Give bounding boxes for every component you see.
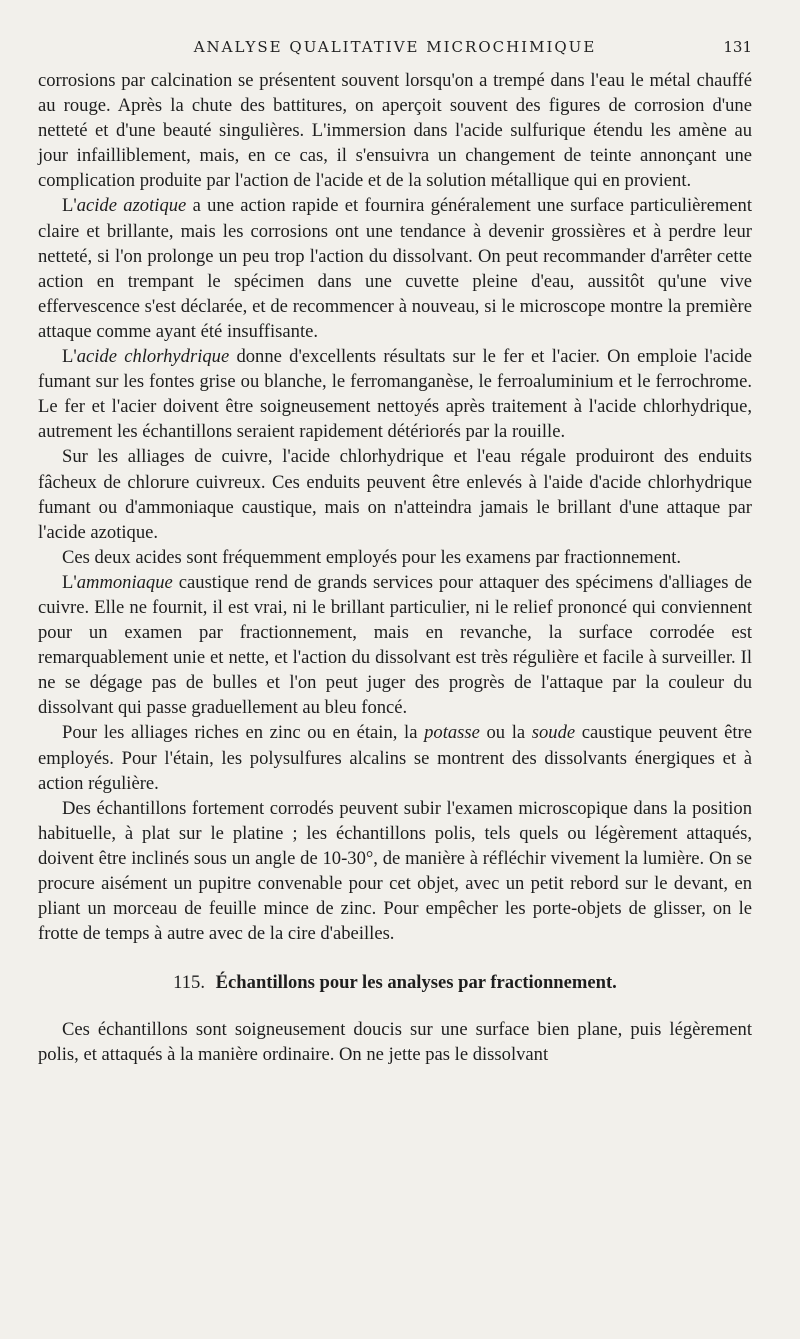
paragraph-echantillons-corrodes: Des échantillons fortement corrodés peuvent subir l'examen microscopique dans la position habituelle, à plat sur le platine ; les échantillons polis, tels quels ou légèrement attaqués, doivent être inclinés sous un angle de 10-30°, de manière à réfléchir vivement la lumière. On se procure aisément un pupitre convenable pour cet objet, avec un petit rebord sur le devant, en pliant un morceau de feuille mince de zinc. Pour empêcher les porte-objets de glisser, on le frotte de temps à autre avec de la cire d'abeilles. (38, 797, 752, 945)
paragraph-deux-acides: Ces deux acides sont fréquemment employés pour les examens par fractionnement. (62, 546, 682, 568)
page-number: 131 (723, 38, 752, 56)
paragraph-continued: corrosions par calcination se présentent souvent lorsqu'on a trempé dans l'eau le métal chauffé au rouge. Après la chute des battitures, on aperçoit souvent des figures de corrosion d'une netteté et d'une beauté singulières. L'immersion dans l'acide sulfurique étendu les amène au jour infailliblement, mais, en ce cas, il s'ensuivra un changement de teinte annonçant une complication produite par l'action de l'acide et de la solution métallique qui en provient. (38, 70, 752, 192)
paragraph-acide-chlorhydrique: L'acide chlorhydrique donne d'excellents résultats sur le fer et l'acier. On emploie l'acide fumant sur les fontes grise ou blanche, le ferromanganèse, le ferroaluminium et le ferrochrome. Le fer et l'acier doivent être soigneusement nettoyés après traitement à l'acide chlorhydrique, autrement les échantillons seraient rapidement détériorés par la rouille. (38, 346, 752, 443)
section-title: Échantillons pour les analyses par fractionnement. (215, 972, 617, 994)
paragraph-ammoniaque: L'ammoniaque caustique rend de grands services pour attaquer des spécimens d'alliages de cuivre. Elle ne fournit, il est vrai, ni le brillant particulier, ni le relief prononcé qui conviennent pour un examen par fractionnement, mais en revanche, la surface corrodée est remarquablement unie et nette, et l'action du dissolvant est très régulière et facile à surveiller. Il ne se dégage pas de bulles et l'on peut juger des progrès de l'attaque par la couleur du dissolvant qui passe graduellement au bleu foncé. (38, 571, 752, 719)
body-text (38, 68, 752, 1067)
term-acide-chlorhydrique: acide chlorhydrique (76, 346, 230, 368)
section-heading (38, 970, 752, 995)
paragraph-acide-azotique: L'acide azotique a une action rapide et fournira généralement une surface particulièrement claire et brillante, mais les corrosions ont une tendance à devenir grossières et à perdre leur netteté, si l'on prolonge un peu trop l'action du dissolvant. On peut recommander d'arrêter cette action en trempant le spécimen dans une cuvette pleine d'eau, aussitôt qu'une vive effervescence s'est déclarée, et de recommencer à nouveau, si le microscope montre la première attaque comme ayant été insuffisante. (38, 195, 753, 342)
term-acide-azotique: acide azotique (76, 195, 187, 217)
paragraph-final: Ces échantillons sont soigneusement doucis sur une surface bien plane, puis légèrement polis, et attaqués à la manière ordinaire. On ne jette pas le dissolvant (38, 1019, 752, 1066)
section-number: 115. (173, 972, 205, 994)
running-header (38, 38, 752, 62)
paragraph-alliages-cuivre: Sur les alliages de cuivre, l'acide chlorhydrique et l'eau régale produiront des enduits fâcheux de chlorure cuivreux. Ces enduits peuvent être enlevés à l'aide d'acide chlorhydrique fumant ou d'ammoniaque caustique, mais on n'atteindra jamais le brillant d'une attaque par l'acide azotique. (38, 446, 752, 543)
term-soude: soude (531, 722, 576, 744)
paragraph-zinc-etain: Pour les alliages riches en zinc ou en étain, la potasse ou la soude caustique peuvent être employés. Pour l'étain, les polysulfures alcalins se montrent des dissolvants énergiques et à action régulière. (38, 722, 752, 794)
term-potasse: potasse (424, 722, 480, 744)
running-header-title: ANALYSE QUALITATIVE MICROCHIMIQUE (193, 38, 597, 56)
term-ammoniaque: ammoniaque (76, 571, 173, 593)
